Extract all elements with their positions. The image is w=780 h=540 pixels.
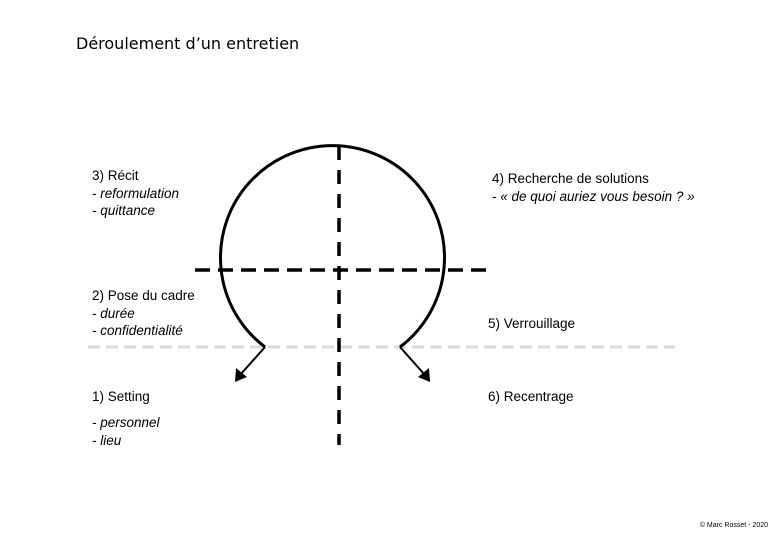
recentrage-heading: 6) Recentrage: [488, 389, 574, 404]
verrouillage-heading: 5) Verrouillage: [488, 316, 576, 331]
recherche-item: - « de quoi auriez vous besoin ? »: [492, 188, 695, 204]
setting-item: - lieu: [92, 432, 122, 448]
recit-item: - quittance: [92, 203, 156, 218]
cycle-arc: [221, 146, 445, 347]
label-pose-cadre: [92, 287, 195, 340]
label-recherche: [492, 170, 695, 205]
recit-item: - reformulation: [92, 185, 180, 201]
label-setting-items: [92, 414, 160, 449]
copyright-notice: © Marc Rosset - 2020: [699, 522, 768, 529]
right-arrow-shaft: [400, 347, 425, 375]
label-verrouillage: [488, 315, 575, 333]
setting-heading: 1) Setting: [92, 389, 150, 404]
recherche-heading: 4) Recherche de solutions: [492, 171, 649, 186]
setting-item: - personnel: [92, 415, 160, 430]
pose-cadre-item: - durée: [92, 305, 135, 321]
page-title: Déroulement d’un entretien: [76, 34, 300, 53]
label-setting-heading: [92, 388, 150, 406]
pose-cadre-item: - confidentialité: [92, 323, 183, 338]
pose-cadre-heading: 2) Pose du cadre: [92, 288, 195, 303]
recit-heading: 3) Récit: [92, 168, 139, 183]
label-recit: [92, 167, 179, 220]
label-recentrage: [488, 388, 574, 406]
left-arrow-shaft: [240, 347, 265, 375]
